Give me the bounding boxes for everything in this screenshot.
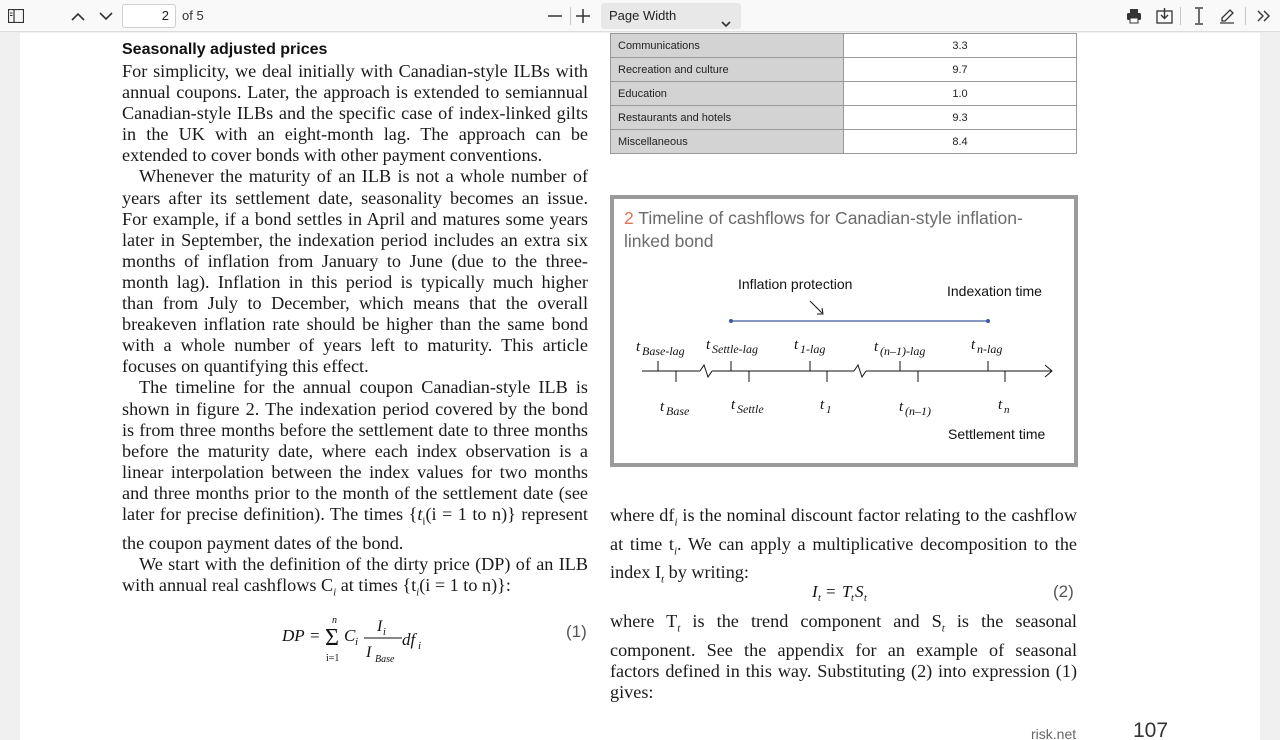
next-page-icon[interactable] <box>94 4 118 28</box>
timeline-diagram <box>614 199 1074 463</box>
svg-text:Σ: Σ <box>325 625 339 651</box>
table-cell-category: Education <box>611 82 844 106</box>
equation-number: (1) <box>566 622 587 641</box>
paragraph: We start with the definition of the dirty price (DP) of an ILB with annual real cashflows $C_i$ at times {$t_i(i = 1$ to n)}: <box>122 553 588 599</box>
right-column-text-1: where $df_i$ is the nominal discount factor relating to the cashflow at time $t_i$. We can apply a multiplicative decomposition to the index $I_t$ by writing: <box>610 505 1077 587</box>
svg-text:1: 1 <box>826 404 832 416</box>
table-cell-category: Communications <box>611 34 844 58</box>
page-total-label: of 5 <box>182 8 204 23</box>
table-row <box>611 58 1077 82</box>
left-column <box>122 39 588 604</box>
svg-text:t: t <box>874 339 879 355</box>
table-row <box>611 82 1077 106</box>
svg-text:t: t <box>998 397 1003 413</box>
svg-text:I: I <box>377 618 383 635</box>
svg-text:i=1: i=1 <box>326 653 340 664</box>
svg-text:t: t <box>731 397 736 413</box>
pdf-page <box>20 33 1260 740</box>
svg-text:n-lag: n-lag <box>977 342 1003 356</box>
svg-text:Settle-lag: Settle-lag <box>712 342 758 356</box>
inflation-protection-label: Inflation protection <box>738 276 853 292</box>
svg-text:Base: Base <box>666 404 690 418</box>
figure-number: 2 <box>624 208 634 228</box>
svg-text:S: S <box>855 582 864 601</box>
indexation-time-label: Indexation time <box>947 283 1042 299</box>
svg-text:(n–1)-lag: (n–1)-lag <box>880 344 926 358</box>
svg-text:t: t <box>706 337 711 353</box>
svg-text:t: t <box>794 337 799 353</box>
draw-icon[interactable] <box>1215 4 1239 28</box>
svg-text:1-lag: 1-lag <box>800 342 826 356</box>
table-row <box>611 106 1077 130</box>
save-icon[interactable] <box>1152 4 1176 28</box>
svg-text:i: i <box>383 627 386 638</box>
toolbar-divider <box>1180 7 1181 25</box>
text-select-icon[interactable] <box>1187 4 1211 28</box>
svg-text:i: i <box>418 640 422 652</box>
svg-text:DP: DP <box>282 626 305 645</box>
zoom-select-value: Page Width <box>609 8 677 23</box>
svg-text:t: t <box>820 397 825 413</box>
more-tools-icon[interactable] <box>1252 4 1276 28</box>
footer-site: risk.net <box>1031 726 1077 740</box>
figure-2 <box>610 195 1078 467</box>
svg-text:n: n <box>1004 404 1010 416</box>
settlement-time-label: Settlement time <box>948 426 1046 442</box>
previous-page-icon[interactable] <box>66 4 90 28</box>
svg-text:t: t <box>864 593 867 604</box>
table-cell-category: Restaurants and hotels <box>611 106 844 130</box>
page-number-input[interactable]: 2 <box>122 4 176 28</box>
svg-text:i: i <box>355 636 359 648</box>
svg-text:n: n <box>332 615 337 626</box>
toolbar-divider <box>1245 7 1246 25</box>
table-cell-category: Miscellaneous <box>611 130 844 154</box>
svg-text:Base-lag: Base-lag <box>642 344 685 358</box>
right-column-text-2: where $T_t$ is the trend component and $S_t$ is the seasonal component. See the appendix for an example of seasonal factors defined in this way. Substituting (2) into expression (1) gives: <box>610 611 1077 702</box>
table-cell-value: 9.7 <box>844 58 1077 82</box>
table-cell-category: Recreation and culture <box>611 58 844 82</box>
svg-text:C: C <box>344 626 356 645</box>
equation-number: (2) <box>1053 582 1074 601</box>
paragraph: Whenever the maturity of an ILB is not a whole number of years after its settlement date, seasonality becomes an issue. For example, if a bond settles in April and matures some years later in September, the indexation period includes an extra six months of inflation from January to June (due to the three-month lag). Inflation in this period is typically much higher than from July to December, which means that the overall breakeven inflation rate should be higher than the same bond with a whole number of years left to maturity. This article focuses on quantifying this effect. <box>122 166 588 377</box>
svg-text:I: I <box>366 644 372 661</box>
sidebar-toggle-icon[interactable] <box>4 4 28 28</box>
svg-text:t: t <box>851 593 854 604</box>
equation-1 <box>282 615 588 675</box>
svg-text:Base: Base <box>375 654 395 665</box>
figure-title-text: Timeline of cashflows for Canadian-style inflation-linked bond <box>624 208 1023 251</box>
svg-text:=: = <box>826 582 836 601</box>
svg-text:t: t <box>636 339 641 355</box>
paragraph: For simplicity, we deal initially with Canadian-style ILBs with annual coupons. Later, the approach is extended to semiannual Canadian-style ILBs and the specific case of index-linked gilts in the UK with an eight-month lag. The approach can be extended to cover bonds with other payment conventions. <box>122 61 588 166</box>
table-cell-value: 3.3 <box>844 34 1077 58</box>
table-cell-value: 8.4 <box>844 130 1077 154</box>
table-cell-value: 1.0 <box>844 82 1077 106</box>
document-viewer[interactable] <box>0 33 1280 740</box>
svg-text:(n–1): (n–1) <box>905 404 931 418</box>
svg-text:Settle: Settle <box>737 402 764 416</box>
svg-text:I: I <box>812 582 818 601</box>
table-row <box>611 34 1077 58</box>
equation-2 <box>610 579 1077 605</box>
weights-table <box>610 33 1077 154</box>
zoom-in-icon[interactable] <box>571 4 595 28</box>
svg-text:t: t <box>660 399 665 415</box>
svg-text:df: df <box>402 630 416 649</box>
table-cell-value: 9.3 <box>844 106 1077 130</box>
zoom-out-icon[interactable] <box>543 4 567 28</box>
paragraph: The timeline for the annual coupon Canadian-style ILB is shown in figure 2. The indexation period covered by the bond is from three months before the settlement date to three months before the maturity date, where each index observation is a linear interpolation between the index values for two months and three months prior to the month of the settlement date (see later for precise definition). The times {$t_i(i = 1$ to n)} represent the coupon payment dates of the bond. <box>122 377 588 553</box>
pdf-toolbar <box>0 0 1280 32</box>
section-heading: Seasonally adjusted prices <box>122 41 328 58</box>
svg-text:t: t <box>818 593 821 604</box>
svg-text:=: = <box>310 626 320 645</box>
svg-text:t: t <box>971 337 976 353</box>
table-row <box>611 130 1077 154</box>
zoom-select[interactable] <box>601 3 741 29</box>
svg-text:T: T <box>842 582 852 601</box>
svg-text:t: t <box>899 399 904 415</box>
footer-page-number: 107 <box>1133 719 1169 740</box>
print-icon[interactable] <box>1122 4 1146 28</box>
